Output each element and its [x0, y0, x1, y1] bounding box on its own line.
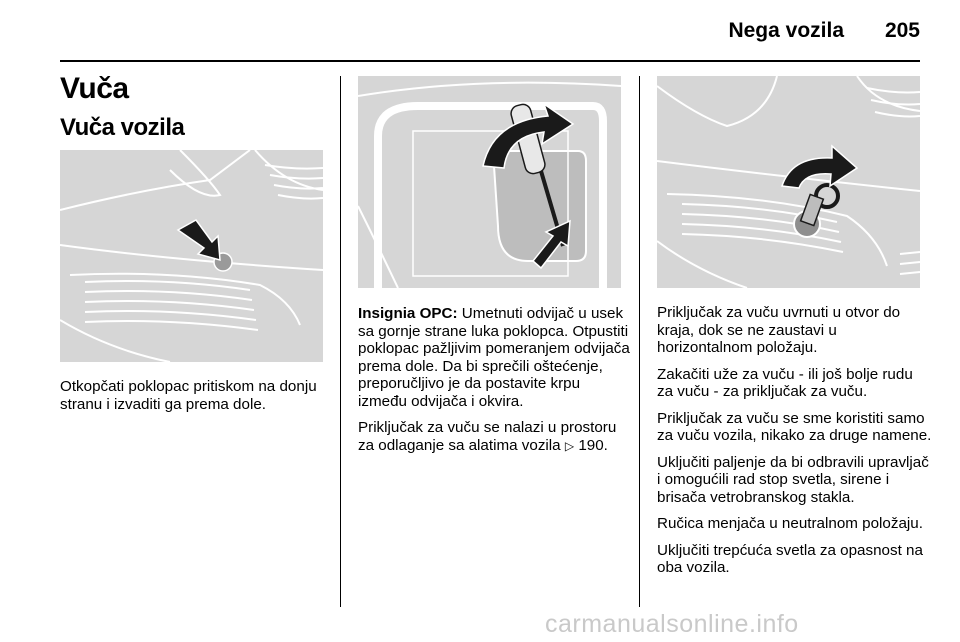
column-3-text [657, 304, 933, 577]
paragraph: Priključak za vuču se sme koristiti samo za vuču vozila, nikako za druge namene. [657, 409, 932, 444]
column-2-text [358, 305, 633, 455]
column-divider-1 [340, 76, 341, 607]
watermark: carmanualsonline.info [545, 610, 799, 638]
paragraph: Uključiti trepćuća svetla za opasnost na oba vozila. [657, 541, 923, 576]
column-divider-2 [639, 76, 640, 607]
paragraph: Uključiti paljenje da bi odbravili upravljač i omogućili rad stop svetla, sirene i brisača vetrobranskog stakla. [657, 453, 929, 506]
running-title: Nega vozila [728, 19, 844, 42]
subsection-heading: Vuča vozila [60, 114, 185, 141]
paragraph-opc [358, 305, 633, 410]
header-rule [60, 60, 920, 62]
page-number: 205 [884, 19, 920, 42]
page-ref-link[interactable]: 190. [578, 436, 608, 454]
model-label: Insignia OPC: [358, 305, 458, 322]
paragraph-opc-text: Umetnuti odvijač u usek sa gornje strane luka poklopca. Otpustiti poklopac pažljivim pomeranjem odvijača prema dole. Da bi sprečili oštećenje, preporučljivo je da postavite krpu između odvijača i okvira. [358, 305, 630, 410]
towing-eye-screw-in-illustration [657, 76, 920, 288]
column-1-text [60, 378, 332, 413]
section-heading: Vuča [60, 72, 129, 105]
screwdriver-cover-removal-illustration [358, 76, 621, 288]
paragraph: Priključak za vuču uvrnuti u otvor do kraja, dok se ne zaustavi u horizontalnom položaju. [657, 304, 901, 356]
bumper-cover-press-arrow-illustration [60, 150, 323, 362]
paragraph: Ručica menjača u neutralnom položaju. [657, 515, 923, 532]
paragraph-location: Priključak za vuču se nalazi u prostoru za odlaganje sa alatima vozila ▷ 190. [358, 419, 617, 454]
paragraph: Zakačiti uže za vuču - ili još bolje rudu za vuču - za priključak za vuču. [657, 365, 913, 400]
arrow-ref-icon: ▷ [564, 438, 575, 453]
paragraph: Otkopčati poklopac pritiskom na donju stranu i izvaditi ga prema dole. [60, 378, 317, 413]
